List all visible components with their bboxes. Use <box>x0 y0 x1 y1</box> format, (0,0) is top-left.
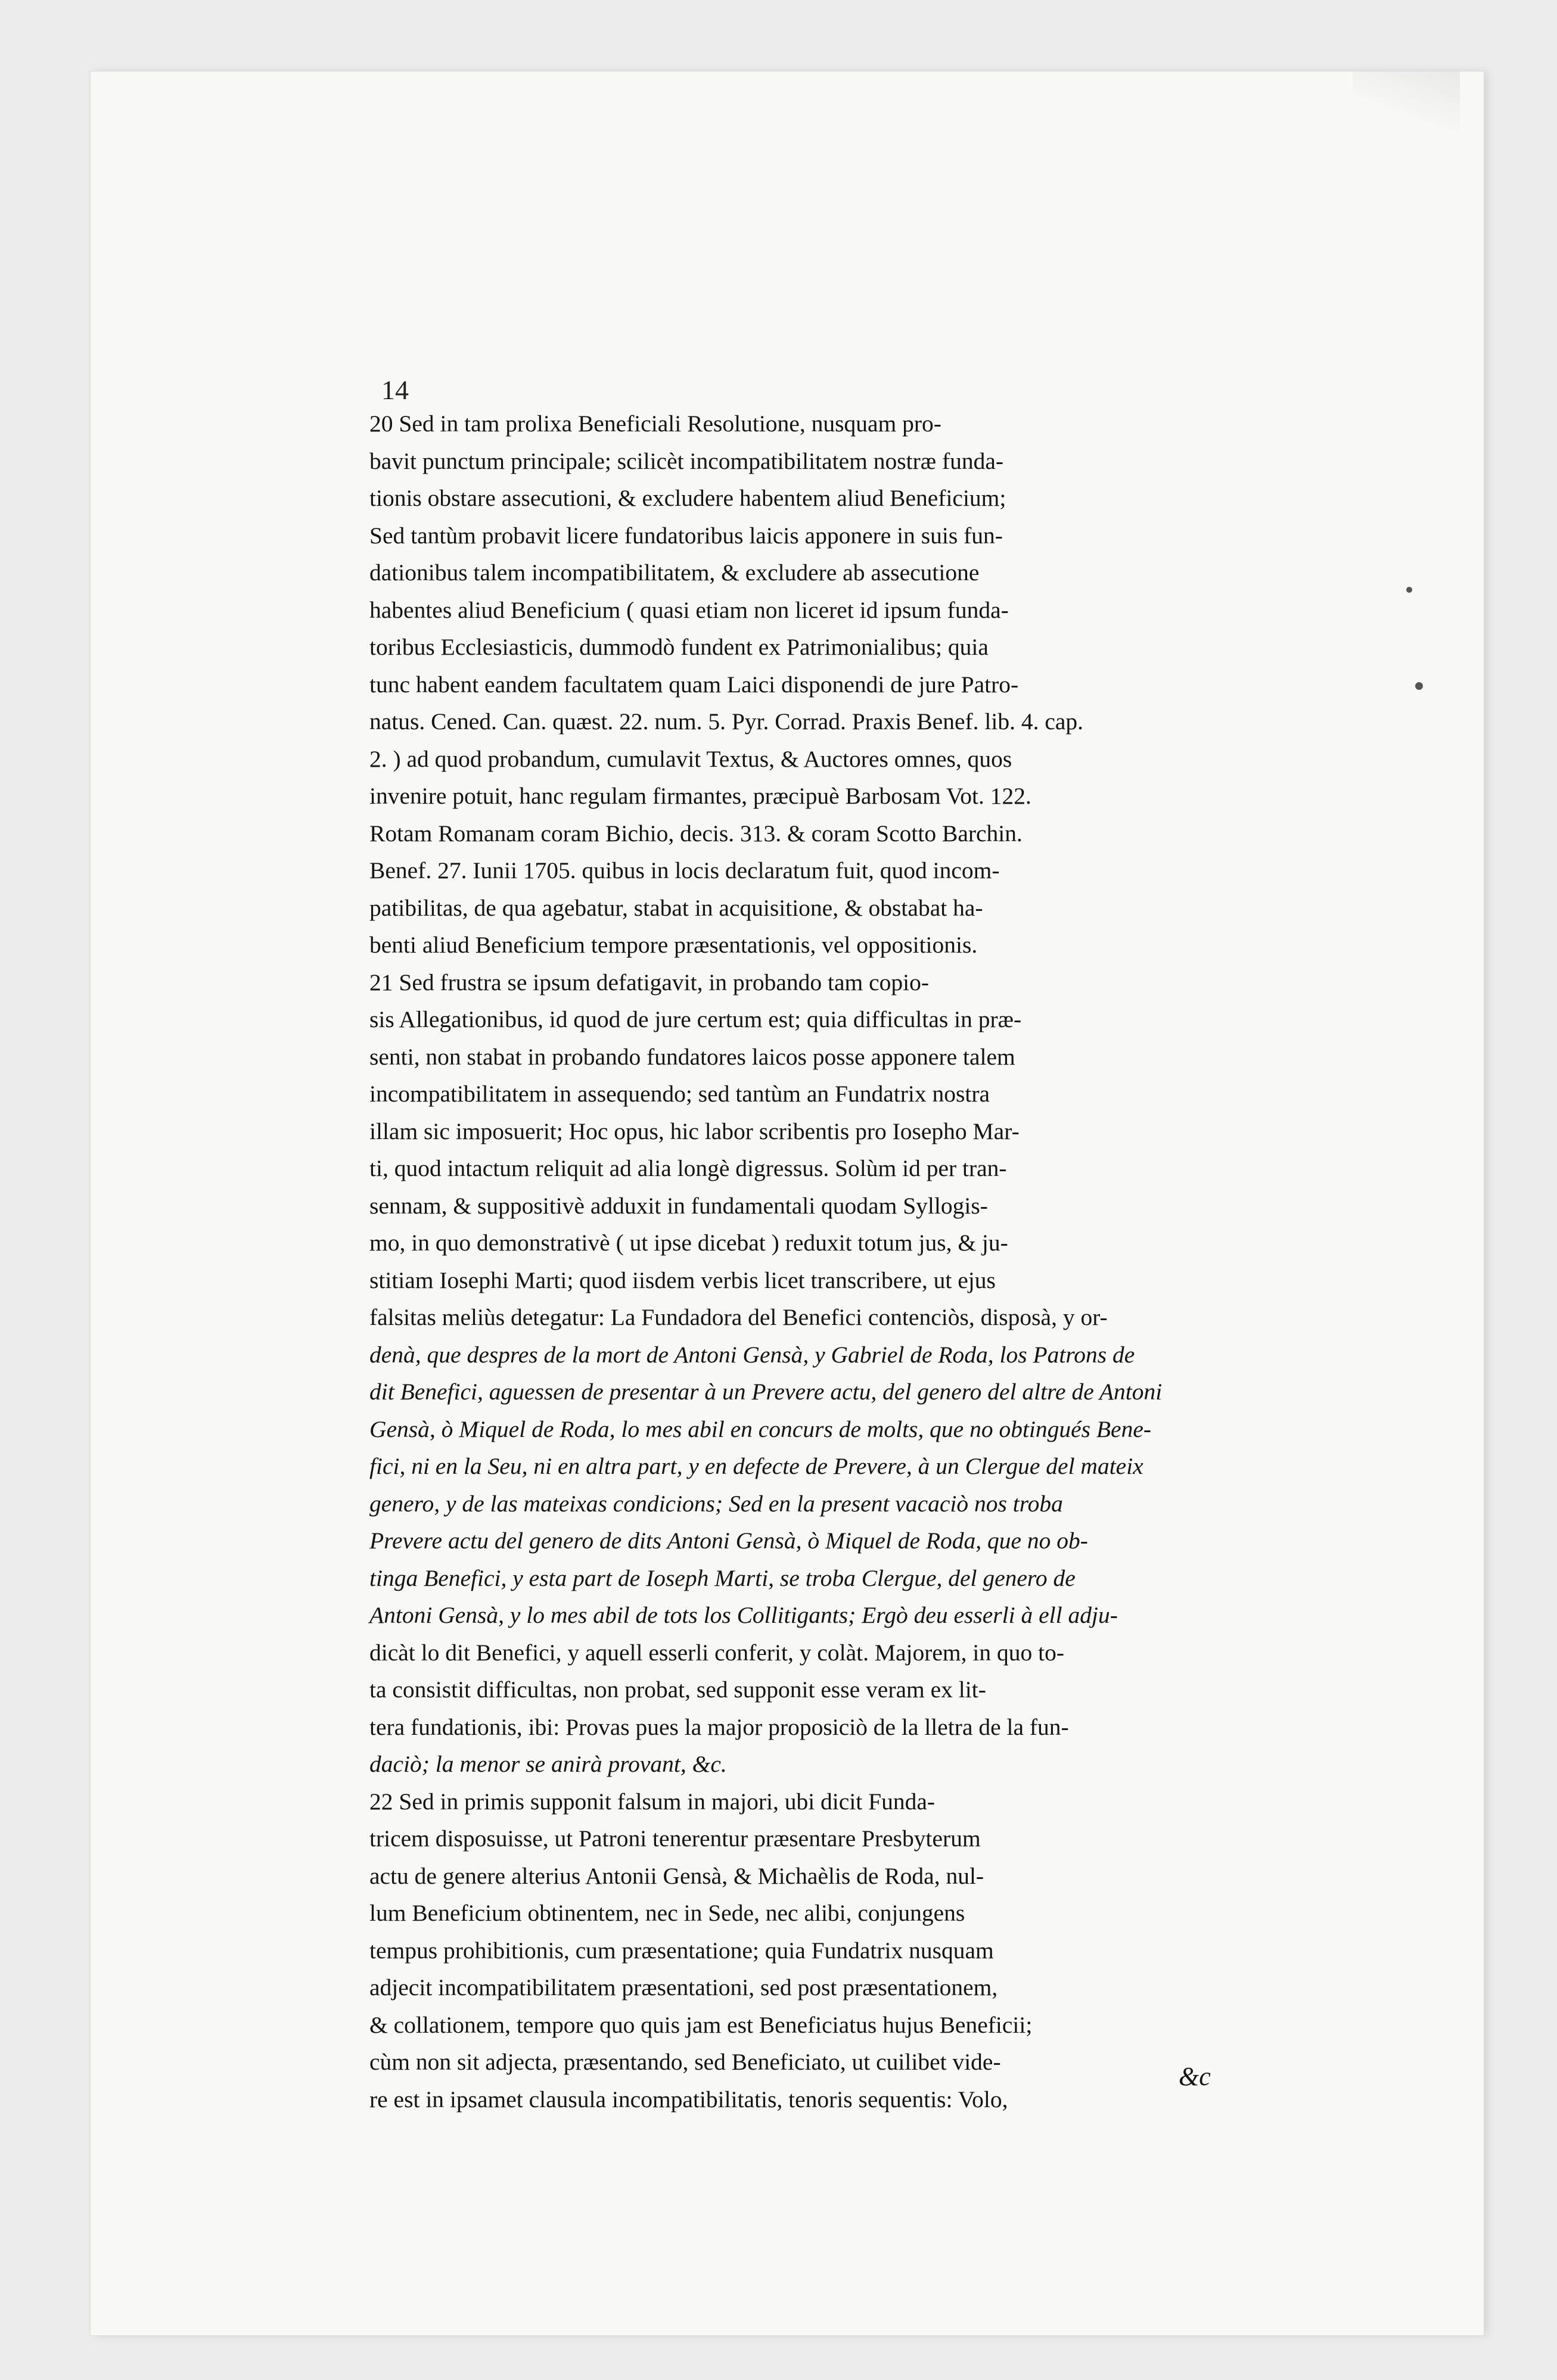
text-line: tricem disposuisse, ut Patroni tenerentur præsentare Presbyterum <box>369 1825 981 1852</box>
text-line: ta consistit difficultas, non probat, sed supponit esse veram ex lit- <box>369 1676 986 1703</box>
text-line: dit Benefici, aguessen de presentar à un Prevere actu, del genero del altre de Antoni <box>369 1379 1163 1405</box>
text-line: lum Beneficium obtinentem, nec in Sede, nec alibi, conjungens <box>369 1900 965 1926</box>
text-line: tionis obstare assecutioni, & excludere habentem aliud Beneficium; <box>369 485 1006 511</box>
text-line: Gensà, ò Miquel de Roda, lo mes abil en concurs de molts, que no obtingués Bene- <box>369 1415 1152 1442</box>
text-line: benti aliud Beneficium tempore præsentationis, vel oppositionis. <box>369 932 978 958</box>
text-line: stitiam Iosephi Marti; quod iisdem verbis licet transcribere, ut ejus <box>369 1267 996 1293</box>
text-line: adjecit incompatibilitatem præsentationi, sed post præsentationem, <box>369 1974 998 2001</box>
text-line: & collationem, tempore quo quis jam est Beneficiatus hujus Beneficii; <box>369 2011 1033 2038</box>
text-line: tunc habent eandem facultatem quam Laici disponendi de jure Patro- <box>369 671 1019 698</box>
text-line: ti, quod intactum reliquit ad alia longè digressus. Solùm id per tran- <box>369 1155 1007 1181</box>
text-line: fici, ni en la Seu, ni en altra part, y en defecte de Prevere, à un Clergue del mateix <box>369 1453 1143 1479</box>
text-line: senti, non stabat in probando fundatores laicos posse apponere talem <box>369 1043 1015 1070</box>
text-line: incompatibilitatem in assequendo; sed tantùm an Fundatrix nostra <box>369 1081 990 1107</box>
text-line: invenire potuit, hanc regulam firmantes, præcipuè Barbosam Vot. 122. <box>369 783 1031 809</box>
text-line: habentes aliud Beneficium ( quasi etiam non liceret id ipsum funda- <box>369 596 1009 623</box>
page-number: 14 <box>381 375 409 405</box>
text-line: patibilitas, de qua agebatur, stabat in acquisitione, & obstabat ha- <box>369 894 983 921</box>
text-line: Sed tantùm probavit licere fundatoribus laicis apponere in suis fun- <box>369 522 1003 549</box>
text-line: illam sic imposuerit; Hoc opus, hic labor scribentis pro Iosepho Mar- <box>369 1118 1020 1144</box>
text-line: sis Allegationibus, id quod de jure certum est; quia difficultas in præ- <box>369 1006 1022 1032</box>
text-line: daciò; la menor se anirà provant, &c. <box>369 1751 727 1777</box>
text-line: tempus prohibitionis, cum præsentatione; quia Fundatrix nusquam <box>369 1937 994 1964</box>
text-line: re est in ipsamet clausula incompatibilitatis, tenoris sequentis: Volo, <box>369 2086 1008 2113</box>
text-line: Rotam Romanam coram Bichio, decis. 313. & coram Scotto Barchin. <box>369 820 1023 847</box>
text-line: Antoni Gensà, y lo mes abil de tots los Collitigants; Ergò deu esserli à ell adju- <box>369 1602 1118 1628</box>
text-line: dicàt lo dit Benefici, y aquell esserli conferit, y colàt. Majorem, in quo to- <box>369 1639 1065 1666</box>
text-line: dationibus talem incompatibilitatem, & excludere ab assecutione <box>369 559 980 586</box>
text-line: tera fundationis, ibi: Provas pues la major proposiciò de la lletra de la fun- <box>369 1713 1069 1740</box>
text-line: tinga Benefici, y esta part de Ioseph Marti, se troba Clergue, del genero de <box>369 1564 1076 1591</box>
text-line: mo, in quo demonstrativè ( ut ipse dicebat ) reduxit totum jus, & ju- <box>369 1230 1008 1256</box>
text-line: Prevere actu del genero de dits Antoni Gensà, ò Miquel de Roda, que no ob- <box>369 1527 1088 1554</box>
text-line: sennam, & suppositivè adduxit in fundamentali quodam Syllogis- <box>369 1192 988 1219</box>
text-line: 20 Sed in tam prolixa Beneficiali Resolutione, nusquam pro- <box>369 410 941 437</box>
text-line: bavit punctum principale; scilicèt incompatibilitatem nostræ funda- <box>369 447 1004 474</box>
ink-speck <box>1406 587 1412 593</box>
ink-speck <box>1415 682 1423 690</box>
text-line: 21 Sed frustra se ipsum defatigavit, in probando tam copio- <box>369 969 930 995</box>
text-line: natus. Cened. Can. quæst. 22. num. 5. Pyr. Corrad. Praxis Benef. lib. 4. cap. <box>369 708 1084 735</box>
text-line: denà, que despres de la mort de Antoni Gensà, y Gabriel de Roda, los Patrons de <box>369 1341 1135 1368</box>
body-text <box>369 405 1239 2118</box>
text-line: Benef. 27. Iunii 1705. quibus in locis declaratum fuit, quod incom- <box>369 857 1000 883</box>
paper-fold-shadow <box>1353 71 1460 143</box>
text-line: actu de genere alterius Antonii Gensà, & Michaèlis de Roda, nul- <box>369 1862 984 1889</box>
text-line: genero, y de las mateixas condicions; Sed en la present vacaciò nos troba <box>369 1490 1063 1517</box>
catchword: &c <box>1179 2062 1211 2091</box>
text-line: cùm non sit adjecta, præsentando, sed Beneficiato, ut cuilibet vide- <box>369 2049 1001 2075</box>
text-line: 2. ) ad quod probandum, cumulavit Textus, & Auctores omnes, quos <box>369 745 1012 772</box>
text-line: 22 Sed in primis supponit falsum in majori, ubi dicit Funda- <box>369 1788 936 1815</box>
text-line: toribus Ecclesiasticis, dummodò fundent ex Patrimonialibus; quia <box>369 634 989 660</box>
text-line: falsitas meliùs detegatur: La Fundadora del Benefici contenciòs, disposà, y or- <box>369 1304 1108 1330</box>
